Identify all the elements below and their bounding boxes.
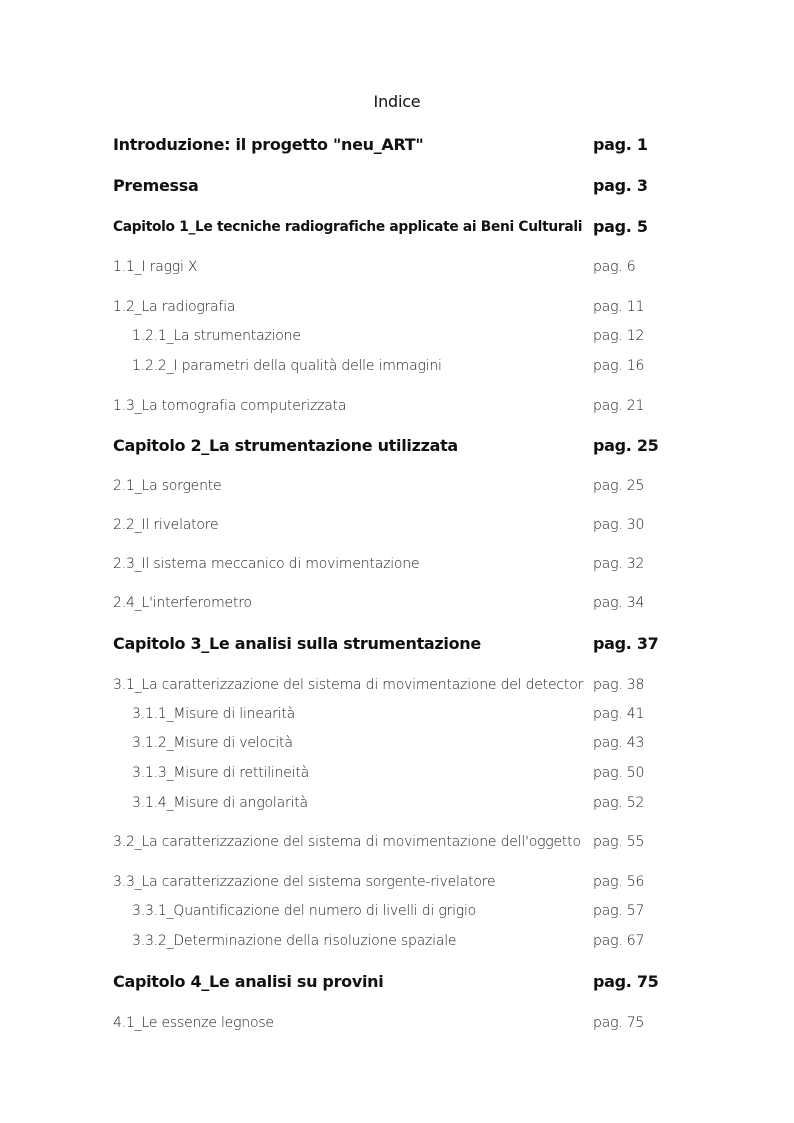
toc-entry-page: pag. 32	[593, 556, 645, 572]
toc-entry-section-3-2	[113, 831, 683, 853]
toc-entry-chapter-3	[113, 633, 683, 655]
toc-entry-label: 3.1.4_Misure di angolarità	[132, 795, 308, 811]
toc-entry-page: pag. 50	[593, 765, 645, 781]
toc-entry-section-1-2-2	[113, 355, 683, 377]
toc-entry-label: 3.3.1_Quantificazione del numero di livelli di grigio	[132, 903, 477, 919]
toc-entry-page: pag. 57	[593, 903, 645, 919]
toc-entry-label: 1.3_La tomografia computerizzata	[113, 398, 347, 414]
toc-entry-label: 1.2.2_I parametri della qualità delle immagini	[132, 358, 442, 374]
toc-entry-label: 1.2.1_La strumentazione	[132, 328, 301, 344]
toc-entry-section-3-1-4	[113, 792, 683, 814]
toc-entry-chapter-2	[113, 435, 683, 457]
toc-entry-section-1-1	[113, 256, 683, 278]
toc-entry-section-4-1	[113, 1012, 683, 1034]
toc-entry-page: pag. 5	[593, 217, 648, 236]
toc-entry-section-1-3	[113, 395, 683, 417]
toc-entry-page: pag. 12	[593, 328, 645, 344]
toc-entry-page: pag. 37	[593, 634, 659, 653]
toc-entry-page: pag. 75	[593, 1015, 645, 1031]
toc-entry-page: pag. 11	[593, 299, 645, 315]
toc-entry-label: 3.1.1_Misure di linearità	[132, 706, 296, 722]
toc-entry-page: pag. 52	[593, 795, 645, 811]
toc-entry-label: 2.1_La sorgente	[113, 478, 222, 494]
toc-entry-page: pag. 3	[593, 176, 648, 195]
toc-entry-page: pag. 67	[593, 933, 645, 949]
toc-entry-page: pag. 38	[593, 677, 645, 693]
toc-entry-section-2-4	[113, 592, 683, 614]
toc-entry-label: 1.1_I raggi X	[113, 259, 198, 275]
toc-entry-section-3-1-3	[113, 762, 683, 784]
toc-entry-label: 3.3_La caratterizzazione del sistema sorgente-rivelatore	[113, 874, 496, 890]
toc-entry-page: pag. 1	[593, 135, 648, 154]
toc-entry-label: Capitolo 2_La strumentazione utilizzata	[113, 436, 458, 455]
toc-entry-section-3-3	[113, 871, 683, 893]
toc-entry-section-3-1-1	[113, 703, 683, 725]
toc-entry-page: pag. 25	[593, 478, 645, 494]
toc-entry-page: pag. 75	[593, 972, 659, 991]
toc-entry-label: 2.4_L'interferometro	[113, 595, 252, 611]
toc-entry-page: pag. 43	[593, 735, 645, 751]
toc-entry-introduction	[113, 134, 683, 156]
toc-entry-page: pag. 16	[593, 358, 645, 374]
toc-entry-page: pag. 25	[593, 436, 659, 455]
toc-entry-label: 3.3.2_Determinazione della risoluzione spaziale	[132, 933, 457, 949]
toc-entry-label: 3.1_La caratterizzazione del sistema di movimentazione del detector	[113, 677, 584, 693]
toc-entry-label: 2.2_Il rivelatore	[113, 517, 219, 533]
page-title: Indice	[373, 92, 421, 111]
toc-entry-section-2-2	[113, 514, 683, 536]
toc-entry-label: 2.3_Il sistema meccanico di movimentazione	[113, 556, 420, 572]
toc-entry-premessa	[113, 175, 683, 197]
toc-entry-section-1-2	[113, 296, 683, 318]
toc-entry-label: 3.1.2_Misure di velocità	[132, 735, 293, 751]
toc-entry-page: pag. 21	[593, 398, 645, 414]
toc-entry-chapter-1	[113, 216, 683, 238]
toc-entry-label: 3.1.3_Misure di rettilineità	[132, 765, 310, 781]
toc-entry-section-1-2-1	[113, 325, 683, 347]
toc-entry-section-3-3-1	[113, 900, 683, 922]
toc-entry-page: pag. 41	[593, 706, 645, 722]
toc-entry-label: 1.2_La radiografia	[113, 299, 236, 315]
toc-entry-page: pag. 56	[593, 874, 645, 890]
toc-entry-label: 3.2_La caratterizzazione del sistema di movimentazione dell'oggetto	[113, 834, 581, 850]
toc-entry-page: pag. 6	[593, 259, 636, 275]
toc-entry-page: pag. 30	[593, 517, 645, 533]
toc-entry-section-2-1	[113, 475, 683, 497]
toc-entry-section-3-3-2	[113, 930, 683, 952]
toc-entry-label: Introduzione: il progetto "neu_ART"	[113, 135, 424, 154]
toc-entry-label: Capitolo 1_Le tecniche radiografiche applicate ai Beni Culturali	[113, 219, 583, 235]
toc-entry-chapter-4	[113, 971, 683, 993]
toc-entry-section-2-3	[113, 553, 683, 575]
toc-entry-section-3-1-2	[113, 732, 683, 754]
toc-entry-label: Capitolo 3_Le analisi sulla strumentazione	[113, 634, 481, 653]
toc-entry-page: pag. 34	[593, 595, 645, 611]
toc-entry-page: pag. 55	[593, 834, 645, 850]
toc-entry-section-3-1	[113, 674, 683, 696]
toc-entry-label: 4.1_Le essenze legnose	[113, 1015, 274, 1031]
toc-entry-label: Premessa	[113, 176, 199, 195]
toc-entry-label: Capitolo 4_Le analisi su provini	[113, 972, 384, 991]
